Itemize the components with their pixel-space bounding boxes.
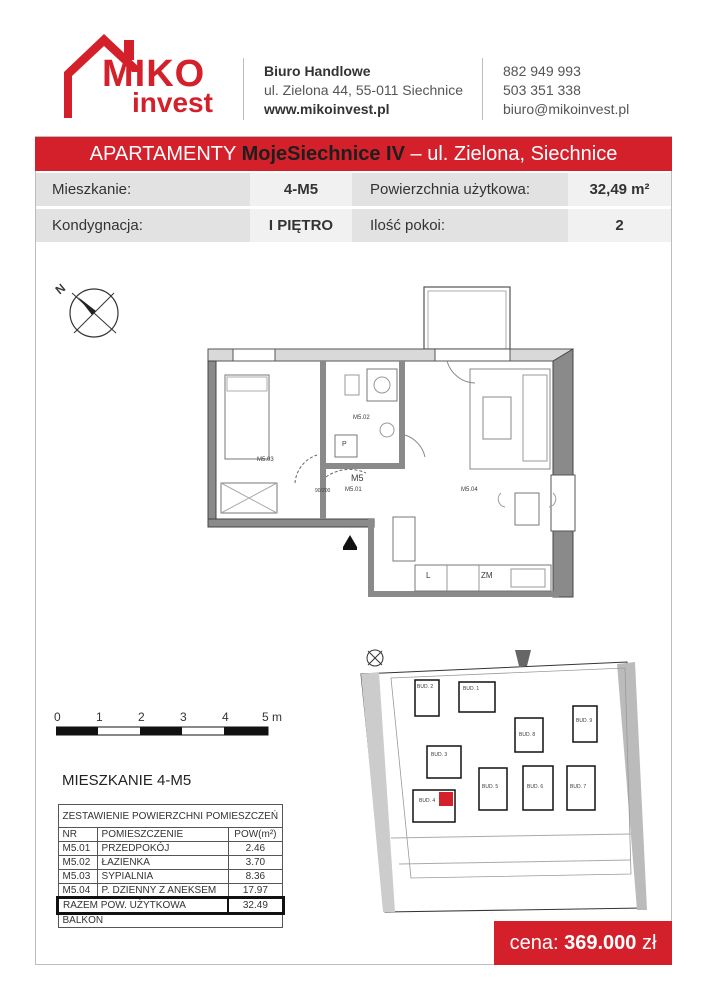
site-plan [355,648,651,916]
col-header-room: POMIESZCZENIE [97,828,228,842]
room-label-hall: M5.01 [345,487,362,493]
contact-block [503,62,629,119]
scale-tick-2: 2 [138,710,145,724]
scale-tick-5: 5 m [262,710,283,724]
site-building-4: BUD. 4 [419,798,436,804]
scale-tick-4: 4 [222,710,229,724]
site-plan-drawing [355,648,651,916]
floor-label: Kondygnacja: [36,209,250,242]
title-prefix: APARTAMENTY [89,143,242,165]
site-building-3: BUD. 3 [431,752,448,758]
row-room: P. DZIENNY Z ANEKSEM [97,884,228,899]
price-value: 369.000 [564,932,637,954]
row-nr: M5.04 [58,884,97,899]
row-area: 17.97 [228,884,282,899]
row-area: 2.46 [228,842,282,856]
logo-text-top: MIKO [102,53,206,95]
door-size-label: 90/200 [315,488,331,494]
room-label-bedroom: M5.03 [257,457,274,463]
logo [62,32,228,120]
site-building-5: BUD. 5 [482,784,499,790]
title-brand-2: Siechnice IV [287,143,405,165]
website-link[interactable]: www.mikoinvest.pl [264,101,390,117]
col-header-nr: NR [58,828,97,842]
site-building-6: BUD. 6 [527,784,544,790]
office-address: ul. Zielona 44, 55-011 Siechnice [264,82,463,98]
site-building-9: BUD. 9 [576,718,593,724]
row-room: ŁAZIENKA [97,856,228,870]
table-row [58,856,283,870]
phone-1[interactable]: 882 949 993 [503,63,581,79]
room-label-living: M5.04 [461,487,478,493]
email-link[interactable]: biuro@mikoinvest.pl [503,101,630,117]
total-row [58,898,283,913]
header-divider-1 [243,58,244,120]
row-area: 3.70 [228,856,282,870]
kitchen-label-zm: ZM [481,571,493,580]
site-building-2: BUD. 2 [417,684,434,690]
areas-caption: ZESTAWIENIE POWIERZCHNI POMIESZCZEŃ [58,805,283,828]
bath-label-p: P [342,441,347,448]
scale-bar [52,710,292,740]
price-box [494,921,672,965]
phone-2[interactable]: 503 351 338 [503,82,581,98]
area-value: 32,49 m² [568,173,671,206]
rooms-label: Ilość pokoi: [352,209,568,242]
row-room: SYPIALNIA [97,870,228,884]
price-currency: zł [636,932,657,954]
floor-plan-drawing [205,285,585,605]
apartment-label: Mieszkanie: [36,173,250,206]
office-block [264,62,463,119]
rooms-value: 2 [568,209,671,242]
scale-tick-3: 3 [180,710,187,724]
room-label-bathroom: M5.02 [353,415,370,421]
compass-letter: N [52,280,69,298]
site-building-7: BUD. 7 [570,784,587,790]
row-room: PRZEDPOKÓJ [97,842,228,856]
table-row [58,870,283,884]
floor-value: I PIĘTRO [250,209,352,242]
logo-text-bottom: invest [132,87,213,118]
total-label: RAZEM POW. UŻYTKOWA [58,898,228,913]
scale-tick-1: 1 [96,710,103,724]
office-title: Biuro Handlowe [264,63,371,79]
row-nr: M5.01 [58,842,97,856]
areas-table-wrap [57,804,283,928]
row-nr: M5.03 [58,870,97,884]
total-value: 32.49 [228,898,282,913]
areas-table [57,804,284,928]
table-row [58,842,283,856]
apartment-value: 4-M5 [250,173,352,206]
compass [54,280,134,340]
site-building-8: BUD. 8 [519,732,536,738]
title-suffix: – ul. Zielona, Siechnice [404,143,618,165]
table-row [58,884,283,899]
scale-tick-0: 0 [54,710,61,724]
title-bar [35,137,672,171]
row-nr: M5.02 [58,856,97,870]
title-brand-1: Moje [241,143,288,165]
floor-plan [205,285,585,605]
kitchen-label-l: L [426,571,431,580]
areas-heading: MIESZKANIE 4-M5 [62,772,192,789]
apartment-tag: M5 [351,473,364,483]
row-area: 8.36 [228,870,282,884]
header-divider-2 [482,58,483,120]
balcony-row: BALKON [58,913,283,928]
col-header-area: POW(m²) [228,828,282,842]
site-building-1: BUD. 1 [463,686,480,692]
scale-bar-graphic [56,726,270,736]
price-label: cena: [509,932,565,954]
area-label: Powierzchnia użytkowa: [352,173,568,206]
